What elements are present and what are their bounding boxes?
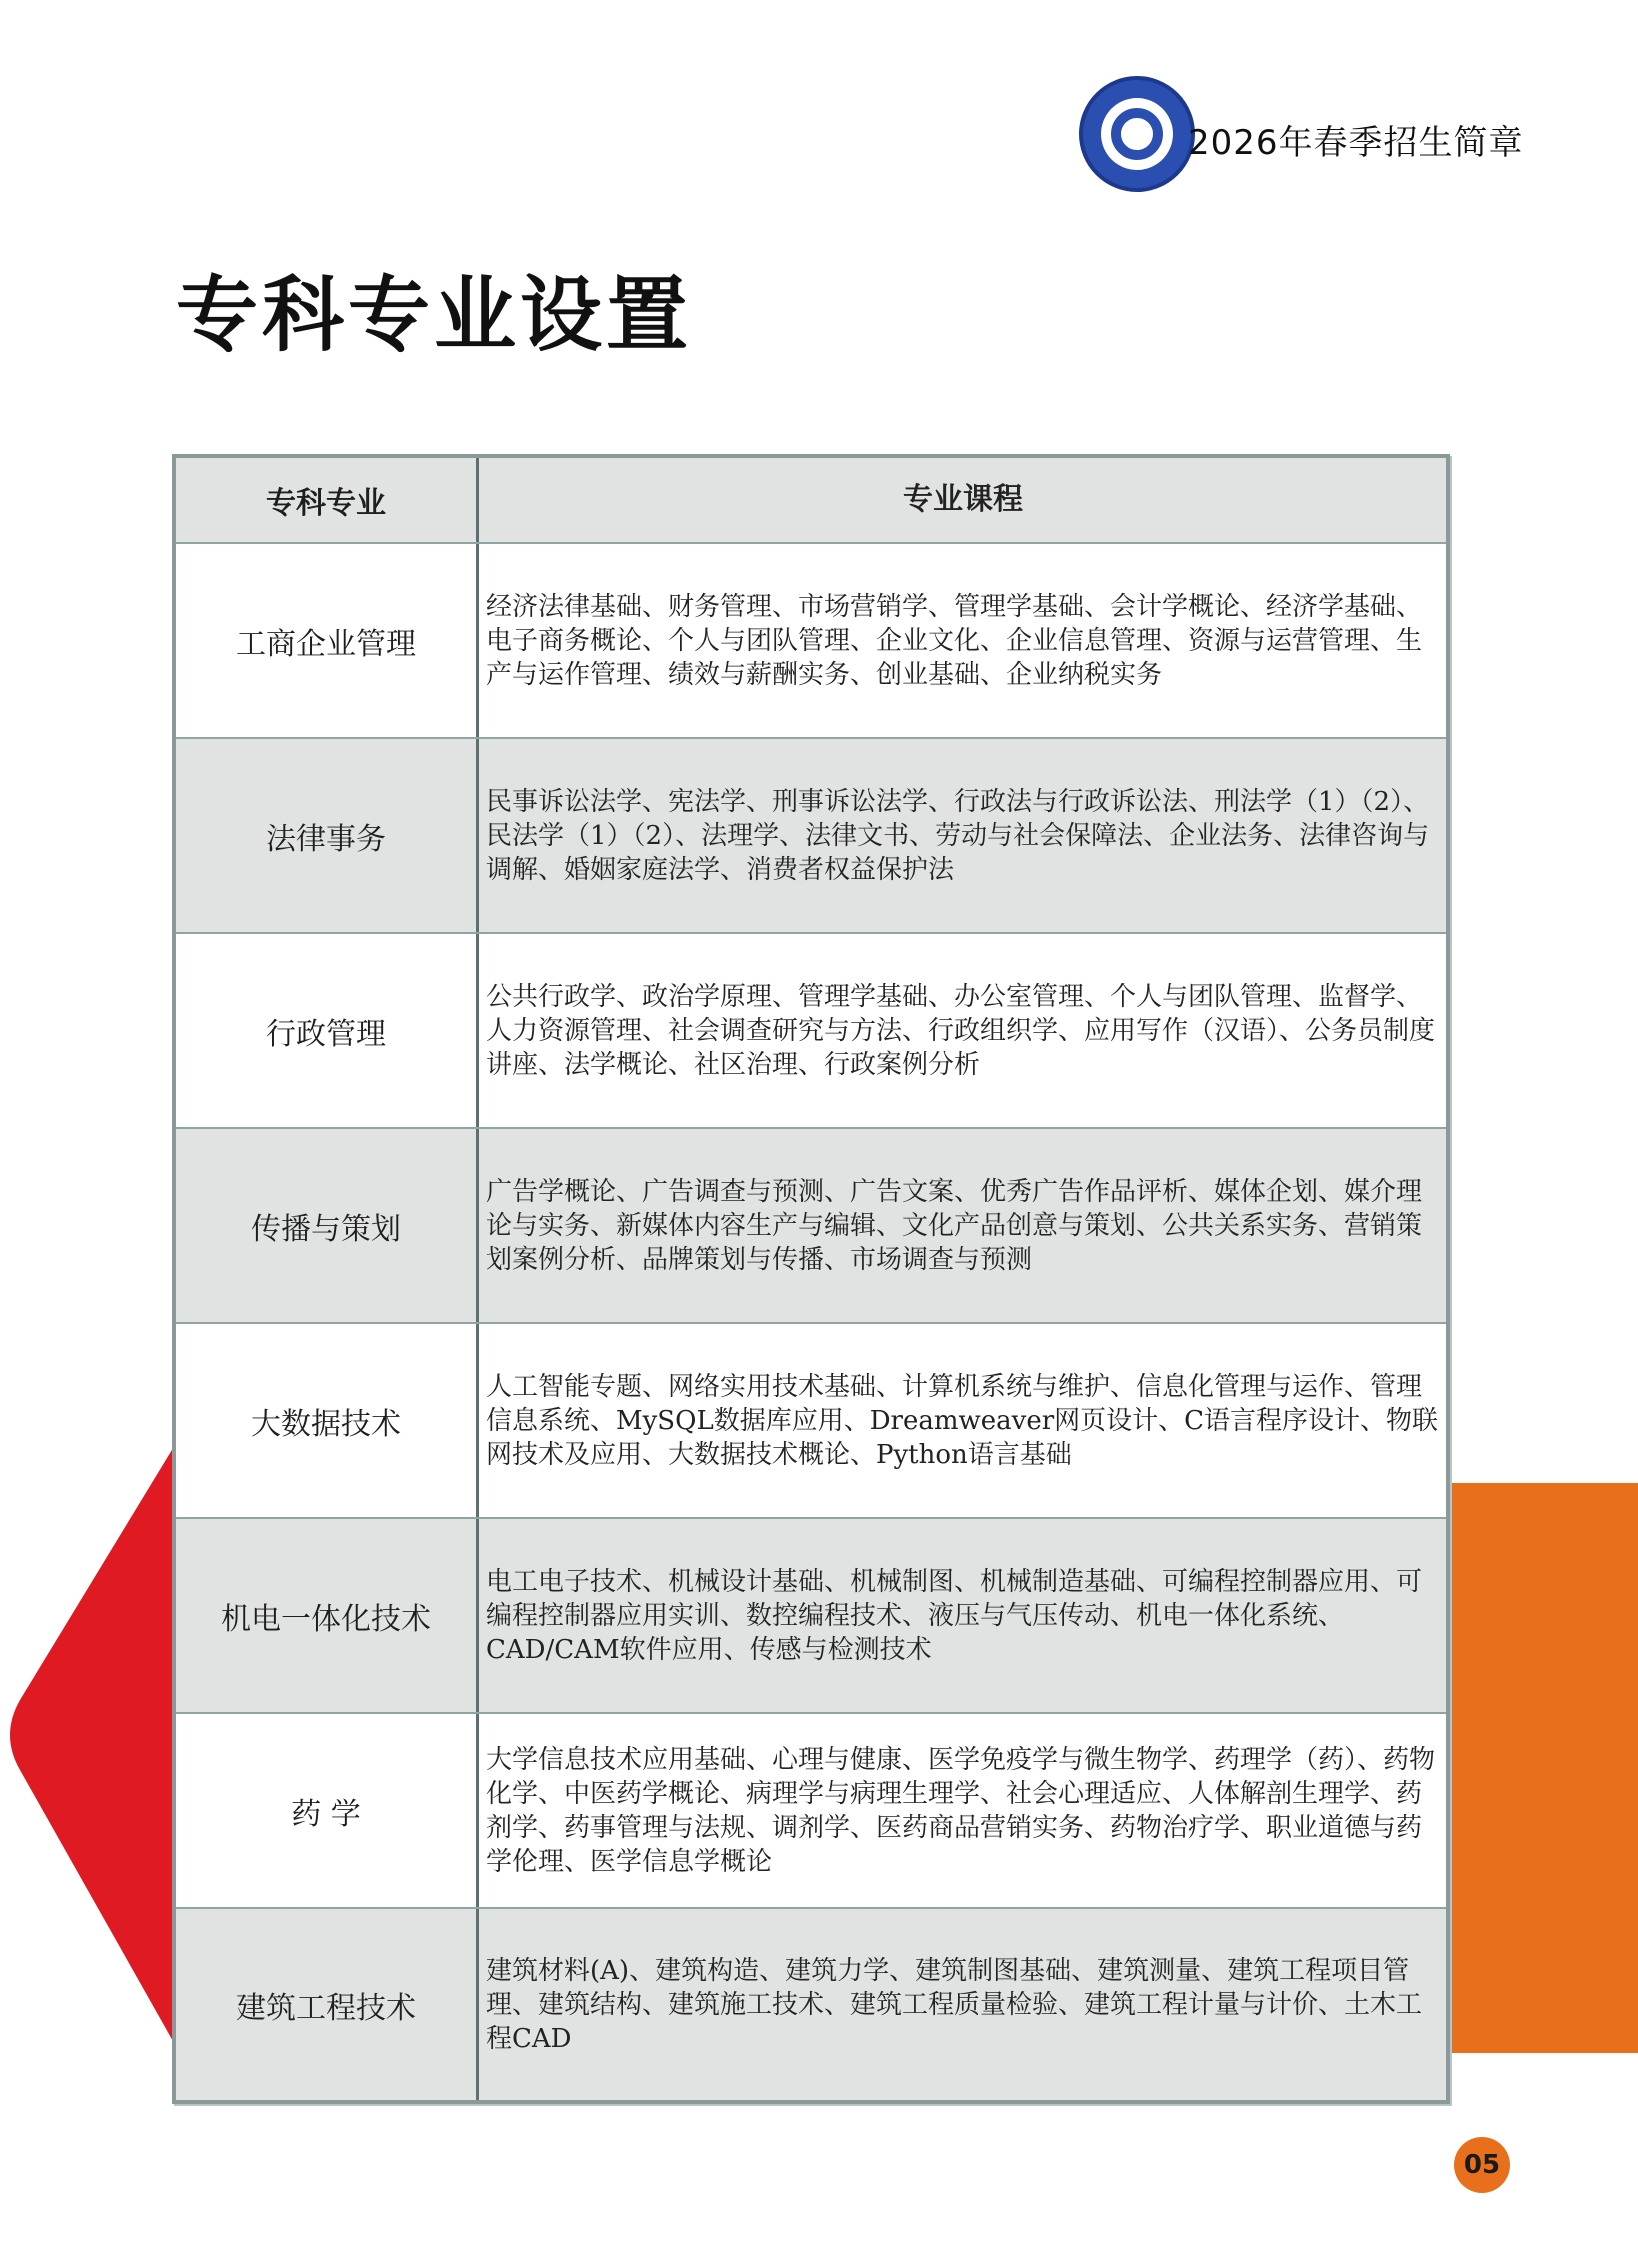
major-name: 建筑工程技术 <box>236 1990 416 2026</box>
course-list: 民事诉讼法学、宪法学、刑事诉讼法学、行政法与行政诉讼法、刑法学（1）（2）、民法学（1）（2）、法理学、法律文书、劳动与社会保障法、企业法务、法律咨询与调解、婚姻家庭法学、消费者权益保护法 <box>486 786 1430 885</box>
course-list: 广告学概论、广告调查与预测、广告文案、优秀广告作品评析、媒体企划、媒介理论与实务、新媒体内容生产与编辑、文化产品创意与策划、公共关系实务、营销策划案例分析、品牌策划与传播、市场调查与预测 <box>486 1176 1423 1275</box>
column-divider <box>476 934 479 1127</box>
page-number: 05 <box>1454 2137 1510 2193</box>
major-name: 法律事务 <box>266 821 386 857</box>
major-name: 药 学 <box>291 1796 361 1832</box>
table-row <box>176 1129 1446 1324</box>
course-list: 公共行政学、政治学原理、管理学基础、办公室管理、个人与团队管理、监督学、人力资源管理、社会调查研究与方法、行政组织学、应用写作（汉语）、公务员制度讲座、法学概论、社区治理、行政案例分析 <box>486 981 1436 1080</box>
document-title: 2026年春季招生简章 <box>1188 123 1524 163</box>
table-row <box>176 1519 1446 1714</box>
major-name: 机电一体化技术 <box>221 1601 431 1637</box>
table-header-row <box>176 458 1446 544</box>
logo-mark <box>1111 108 1163 160</box>
table-row <box>176 544 1446 739</box>
page-heading: 专科专业设置 <box>176 268 693 363</box>
course-list: 人工智能专题、网络实用技术基础、计算机系统与维护、信息化管理与运作、管理信息系统、MySQL数据库应用、Dreamweaver网页设计、C语言程序设计、物联网技术及应用、大数据技术概论、Python语言基础 <box>486 1371 1439 1470</box>
table-row <box>176 1324 1446 1519</box>
column-divider <box>476 544 479 737</box>
decorative-orange-block <box>1450 1483 1638 2053</box>
course-list: 经济法律基础、财务管理、市场营销学、管理学基础、会计学概论、经济学基础、电子商务概论、个人与团队管理、企业文化、企业信息管理、资源与运营管理、生产与运作管理、绩效与薪酬实务、创业基础、企业纳税实务 <box>486 591 1423 690</box>
major-name: 行政管理 <box>266 1016 386 1052</box>
table-row <box>176 1714 1446 1909</box>
table-row <box>176 1909 1446 2100</box>
major-name: 大数据技术 <box>251 1406 401 1442</box>
school-logo <box>1079 76 1195 192</box>
column-divider <box>476 1129 479 1322</box>
major-name: 传播与策划 <box>251 1211 401 1247</box>
major-name: 工商企业管理 <box>236 626 416 662</box>
logo-inner <box>1101 98 1173 170</box>
course-list: 建筑材料(A)、建筑构造、建筑力学、建筑制图基础、建筑测量、建筑工程项目管理、建筑结构、建筑施工技术、建筑工程质量检验、建筑工程计量与计价、土木工程CAD <box>486 1955 1423 2054</box>
majors-table <box>172 454 1450 2104</box>
column-divider <box>476 1324 479 1517</box>
column-divider <box>476 1714 479 1907</box>
header-courses: 专业课程 <box>903 482 1023 517</box>
header-major: 专科专业 <box>266 486 386 521</box>
column-divider <box>476 1519 479 1712</box>
table-row <box>176 739 1446 934</box>
column-divider <box>476 1909 479 2100</box>
course-list: 大学信息技术应用基础、心理与健康、医学免疫学与微生物学、药理学（药）、药物化学、中医药学概论、病理学与病理生理学、社会心理适应、人体解剖生理学、药剂学、药事管理与法规、调剂学、医药商品营销实务、药物治疗学、职业道德与药学伦理、医学信息学概论 <box>486 1744 1436 1877</box>
table-row <box>176 934 1446 1129</box>
course-list: 电工电子技术、机械设计基础、机械制图、机械制造基础、可编程控制器应用、可编程控制器应用实训、数控编程技术、液压与气压传动、机电一体化系统、CAD/CAM软件应用、传感与检测技术 <box>486 1566 1423 1665</box>
column-divider <box>476 739 479 932</box>
